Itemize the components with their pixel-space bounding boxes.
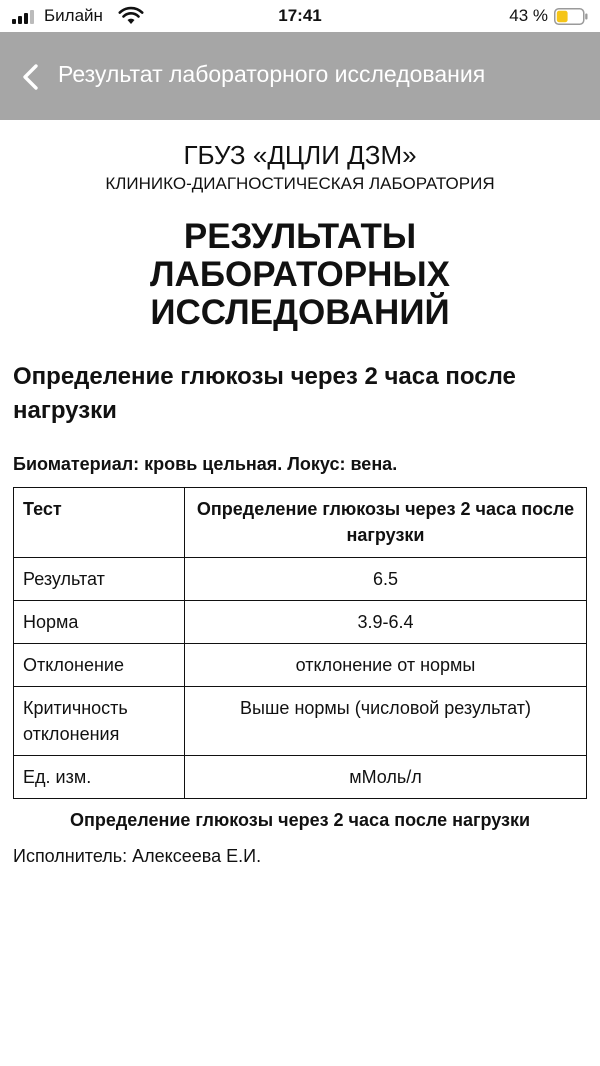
row-value: Выше нормы (числовой результат) [185, 687, 587, 756]
clock: 17:41 [278, 6, 322, 25]
report-title [0, 218, 600, 332]
executor-name: Исполнитель: Алексеева Е.И. [13, 846, 262, 866]
carrier-name: Билайн [44, 6, 103, 25]
row-value: 6.5 [185, 558, 587, 601]
results-table [13, 487, 587, 799]
report-title-line: ИССЛЕДОВАНИЙ [150, 293, 450, 332]
chevron-left-icon[interactable] [16, 60, 46, 94]
laboratory-name: КЛИНИКО-ДИАГНОСТИЧЕСКАЯ ЛАБОРАТОРИЯ [105, 174, 495, 193]
test-title: Определение глюкозы через 2 часа после нагрузки [13, 363, 516, 424]
page-title: Результат лабораторного исследования [58, 61, 486, 87]
row-label: Результат [14, 558, 185, 601]
table-caption: Определение глюкозы через 2 часа после нагрузки [69, 810, 531, 830]
battery-icon [554, 8, 588, 25]
row-label: Критичность отклонения [14, 687, 185, 756]
header-cell-test-name: Определение глюкозы через 2 часа после нагрузки [185, 488, 587, 558]
table-row [14, 756, 587, 799]
row-label: Ед. изм. [14, 756, 185, 799]
table-row [14, 687, 587, 756]
report-title-line: РЕЗУЛЬТАТЫ [183, 217, 417, 256]
battery-level-fill [557, 11, 568, 22]
row-value: 3.9-6.4 [185, 601, 587, 644]
table-row [14, 601, 587, 644]
table-header-row [14, 488, 587, 558]
row-label: Норма [14, 601, 185, 644]
table-row [14, 644, 587, 687]
organization-name: ГБУЗ «ДЦЛИ ДЗМ» [183, 140, 417, 170]
row-value: отклонение от нормы [185, 644, 587, 687]
biomaterial-info: Биоматериал: кровь цельная. Локус: вена. [13, 454, 398, 474]
table-row [14, 558, 587, 601]
navigation-bar [0, 32, 600, 120]
row-label: Отклонение [14, 644, 185, 687]
battery-percent: 43 % [509, 6, 548, 25]
header-cell-test: Тест [14, 488, 185, 558]
status-bar [0, 0, 600, 32]
report-title-line: ЛАБОРАТОРНЫХ [150, 255, 450, 294]
row-value: мМоль/л [185, 756, 587, 799]
